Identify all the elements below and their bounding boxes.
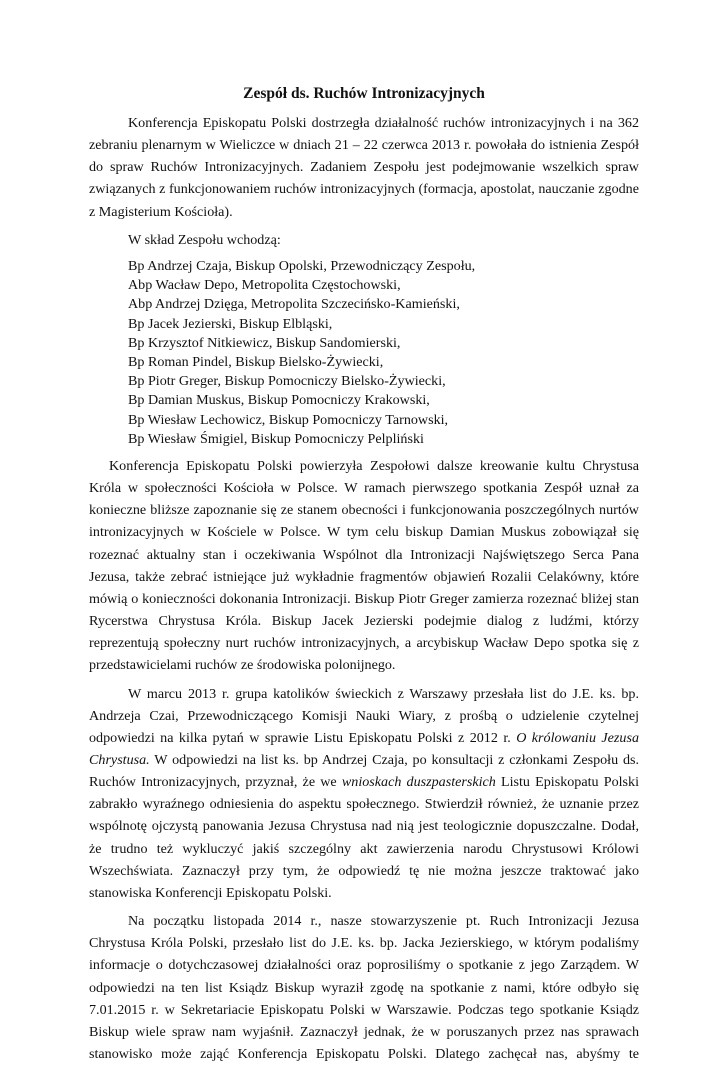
paragraph-letter-2013-italic-1: O królowaniu Jezusa Chrystusa. — [89, 729, 639, 768]
paragraph-letter-2013-part-3: Listu Episkopatu Polski zabrakło wyraźnego odniesienia do aspektu społecznego. Stwierdził również, że uznanie przez wspólnotę ojczystą panowania Jezusa Chrystusa nad nią jest teologicznie dopuszczalne. Dodał, że trudno też wykluczyć jakiś szczególny akt zawierzenia narodu Chrystusowi Królowi Wszechświata. Zaznaczył przy tym, że odpowiedź tę nie można jeszcze traktować jako stanowiska Konferencji Episkopatu Polski. — [89, 774, 639, 901]
document-page — [89, 83, 639, 1065]
paragraph-letter-2013-part-2: W odpowiedzi na list ks. bp Andrzej Czaja, po konsultacji z członkami Zespołu ds. Ruchów Intronizacyjnych, przyznał, że we — [89, 752, 639, 791]
member-item: Bp Wiesław Śmigiel, Biskup Pomocniczy Pelpliński — [128, 430, 424, 447]
member-item: Bp Damian Muskus, Biskup Pomocniczy Krakowski, — [128, 392, 430, 409]
members-label: W skład Zespołu wchodzą: — [128, 231, 281, 248]
member-item: Bp Piotr Greger, Biskup Pomocniczy Bielsko-Żywiecki, — [128, 373, 446, 390]
paragraph-letter-2013-italic-2: wnioskach duszpasterskich — [341, 774, 496, 791]
paragraph-letter-2013 — [89, 683, 639, 905]
member-item: Bp Krzysztof Nitkiewicz, Biskup Sandomierski, — [128, 334, 401, 351]
intro-paragraph: Konferencja Episkopatu Polski dostrzegła działalność ruchów intronizacyjnych i na 362 zebraniu plenarnym w Wieliczce w dniach 21 – 22 czerwca 2013 r. powołała do istnienia Zespół do spraw Ruchów Intronizacyjnych. Zadaniem Zespołu jest podejmowanie wszelkich spraw związanych z funkcjonowaniem ruchów intronizacyjnych (formacja, apostolat, nauczanie zgodne z Magisterium Kościoła). — [89, 115, 639, 220]
member-item: Bp Roman Pindel, Biskup Bielsko-Żywiecki, — [128, 353, 384, 370]
paragraph-letter-2013-part-1: W marcu 2013 r. grupa katolików świeckich z Warszawy przesłała list do J.E. ks. bp. Andrzeja Czai, Przewodniczącego Komisji Nauki Wiary, z prośbą o udzielenie czytelnej odpowiedzi na kilka pytań w sprawie Listu Episkopatu Polski z 2012 r. — [89, 685, 639, 746]
member-item: Bp Jacek Jezierski, Biskup Elbląski, — [128, 315, 333, 332]
member-item: Bp Andrzej Czaja, Biskup Opolski, Przewodniczący Zespołu, — [128, 257, 476, 274]
member-item: Bp Wiesław Lechowicz, Biskup Pomocniczy Tarnowski, — [128, 411, 449, 428]
members-list — [89, 257, 639, 449]
member-item: Abp Wacław Depo, Metropolita Częstochowski, — [128, 277, 401, 294]
paragraph-meeting-2014: Na początku listopada 2014 r., nasze stowarzyszenie pt. Ruch Intronizacji Jezusa Chrystusa Króla Polski, przesłało list do J.E. ks. bp. Jacka Jezierskiego, w którym podaliśmy informacje o dotychczasowej działalności oraz poprosiliśmy o spotkanie z jego Zarządem. W odpowiedzi na ten list Ksiądz Biskup wyraził zgodę na spotkanie z nami, które odbyło się 7.01.2015 r. w Sekretariacie Episkopatu Polski w Warszawie. Podczas tego spotkanie Ksiądz Biskup wiele spraw nam wyjaśnił. Zaznaczył jednak, że w poruszanych przez nas sprawach stanowisko może zająć Konferencja Episkopatu Polski. Dlatego zachęcał nas, abyśmy te — [89, 913, 639, 1063]
member-item: Abp Andrzej Dzięga, Metropolita Szczecińsko-Kamieński, — [128, 296, 460, 313]
document-title: Zespół ds. Ruchów Intronizacyjnych — [243, 85, 485, 102]
paragraph-commission: Konferencja Episkopatu Polski powierzyła Zespołowi dalsze kreowanie kultu Chrystusa Króla w społeczności Kościoła w Polsce. W ramach pierwszego spotkania Zespół uznał za konieczne bliższe zapoznanie się ze stanem obecności i funkcjonowania poszczególnych nurtów intronizacyjnych w Kościele w Polsce. W tym celu biskup Damian Muskus zobowiązał się rozeznać aktualny stan i oczekiwania Wspólnot dla Intronizacji Najświętszego Serca Pana Jezusa, także zebrać istniejące już wykładnie fragmentów objawień Rozalii Celakówny, które mówią o konieczności dokonania Intronizacji. Biskup Piotr Greger zamierza rozeznać bliżej stan Rycerstwa Chrystusa Króla. Biskup Jacek Jezierski podejmie dialog z ludźmi, którzy reprezentują społeczny nurt ruchów intronizacyjnych, a arcybiskup Wacław Depo spotka się z przedstawicielami ruchów ze środowiska polonijnego. — [89, 457, 639, 674]
